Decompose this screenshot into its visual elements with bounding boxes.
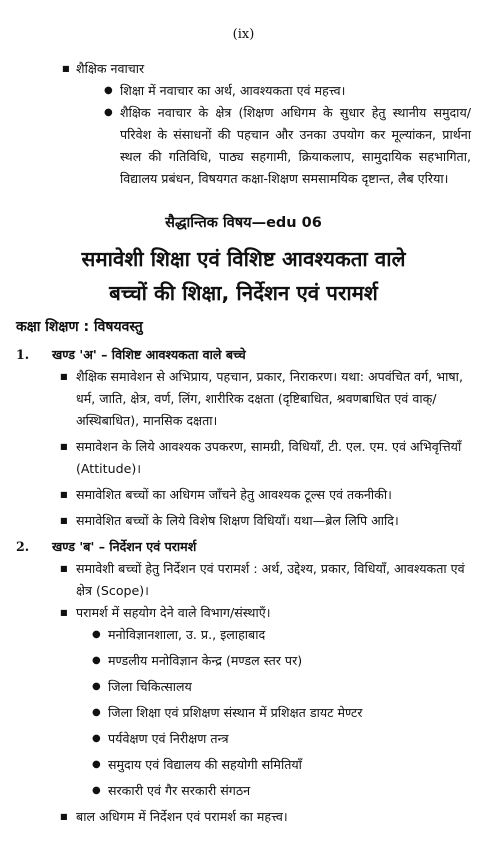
main-title-line: बच्चों की शिक्षा, निर्देशन एवं परामर्श <box>109 281 378 305</box>
main-title-line: समावेशी शिक्षा एवं विशिष्ट आवश्यकता वाले <box>81 247 406 271</box>
part-number: 1. <box>16 347 30 362</box>
list-item: ■ बाल अधिगम में निर्देशन एवं परामर्श का महत्त्व। <box>16 806 471 828</box>
part-a-list <box>16 366 471 532</box>
sub-list-item: ● मण्डलीय मनोविज्ञान केन्द्र (मण्डल स्तर पर) <box>16 650 471 672</box>
part-heading <box>16 536 471 558</box>
intro-item: ● शैक्षिक नवाचार के क्षेत्र (शिक्षण अधिगम के सुधार हेतु स्थानीय समुदाय/ परिवेश के संसाधनों की पहचान और उनका उपयोग कर मूल्यांकन, प्रार्थना स्थल की गतिविधि, पाठ्य सहगामी, क्रियाकलाप, सामुदायिक सहभागिता, विद्यालय प्रबंधन, विषयगत कक्षा-शिक्षण समसामयिक दृष्टान्त, लैब एरिया। <box>16 102 471 190</box>
subject-line: सैद्धान्तिक विषय—edu 06 <box>165 215 322 231</box>
list-item: ■ समावेशन के लिये आवश्यक उपकरण, सामग्री, विधियाँ, टी. एल. एम. एवं अभिवृत्तियाँ (Attitude)। <box>16 436 471 480</box>
section-heading: कक्षा शिक्षण : विषयवस्तु <box>16 319 143 335</box>
intro-heading: ■ शैक्षिक नवाचार <box>16 58 471 80</box>
part-title: खण्ड 'ब' – निर्देशन एवं परामर्श <box>52 539 197 554</box>
sub-list-item: ● समुदाय एवं विद्यालय की सहयोगी समितियाँ <box>16 754 471 776</box>
intro-list <box>16 58 471 190</box>
list-item: ■ समावेशित बच्चों का अधिगम जाँचने हेतु आवश्यक टूल्स एवं तकनीकी। <box>16 484 471 506</box>
part-title: खण्ड 'अ' – विशिष्ट आवश्यकता वाले बच्चे <box>52 347 246 362</box>
intro-item: ● शिक्षा में नवाचार का अर्थ, आवश्यकता एवं महत्त्व। <box>16 80 471 102</box>
page-number: (ix) <box>232 27 255 42</box>
list-item: ■ समावेशी बच्चों हेतु निर्देशन एवं परामर्श : अर्थ, उद्देश्य, प्रकार, विधियाँ, आवश्यकता एवं क्षेत्र (Scope)। <box>16 558 471 602</box>
main-title <box>16 242 471 310</box>
list-item: ■ शैक्षिक समावेशन से अभिप्राय, पहचान, प्रकार, निराकरण। यथा: अपवंचित वर्ग, भाषा, धर्म, जाति, क्षेत्र, वर्ण, लिंग, शारीरिक दक्षता (दृष्टिबाधित, श्रवणबाधित एवं वाक्/अस्थिबाधित), मानसिक दक्षता। <box>16 366 471 432</box>
sub-list-item: ● सरकारी एवं गैर सरकारी संगठन <box>16 780 471 802</box>
list-item: ■ परामर्श में सहयोग देने वाले विभाग/संस्थाएँ। <box>16 602 471 624</box>
sub-list-item: ● मनोविज्ञानशाला, उ. प्र., इलाहाबाद <box>16 624 471 646</box>
list-item: ■ समावेशित बच्चों के लिये विशेष शिक्षण विधियाँ। यथा—ब्रेल लिपि आदि। <box>16 510 471 532</box>
part-b-list <box>16 558 471 828</box>
part-number: 2. <box>16 539 30 554</box>
part-heading <box>16 344 471 366</box>
sub-list-item: ● जिला शिक्षा एवं प्रशिक्षण संस्थान में प्रशिक्षत डायट मेण्टर <box>16 702 471 724</box>
sub-list-item: ● जिला चिकित्सालय <box>16 676 471 698</box>
sub-list-item: ● पर्यवेक्षण एवं निरीक्षण तन्त्र <box>16 728 471 750</box>
